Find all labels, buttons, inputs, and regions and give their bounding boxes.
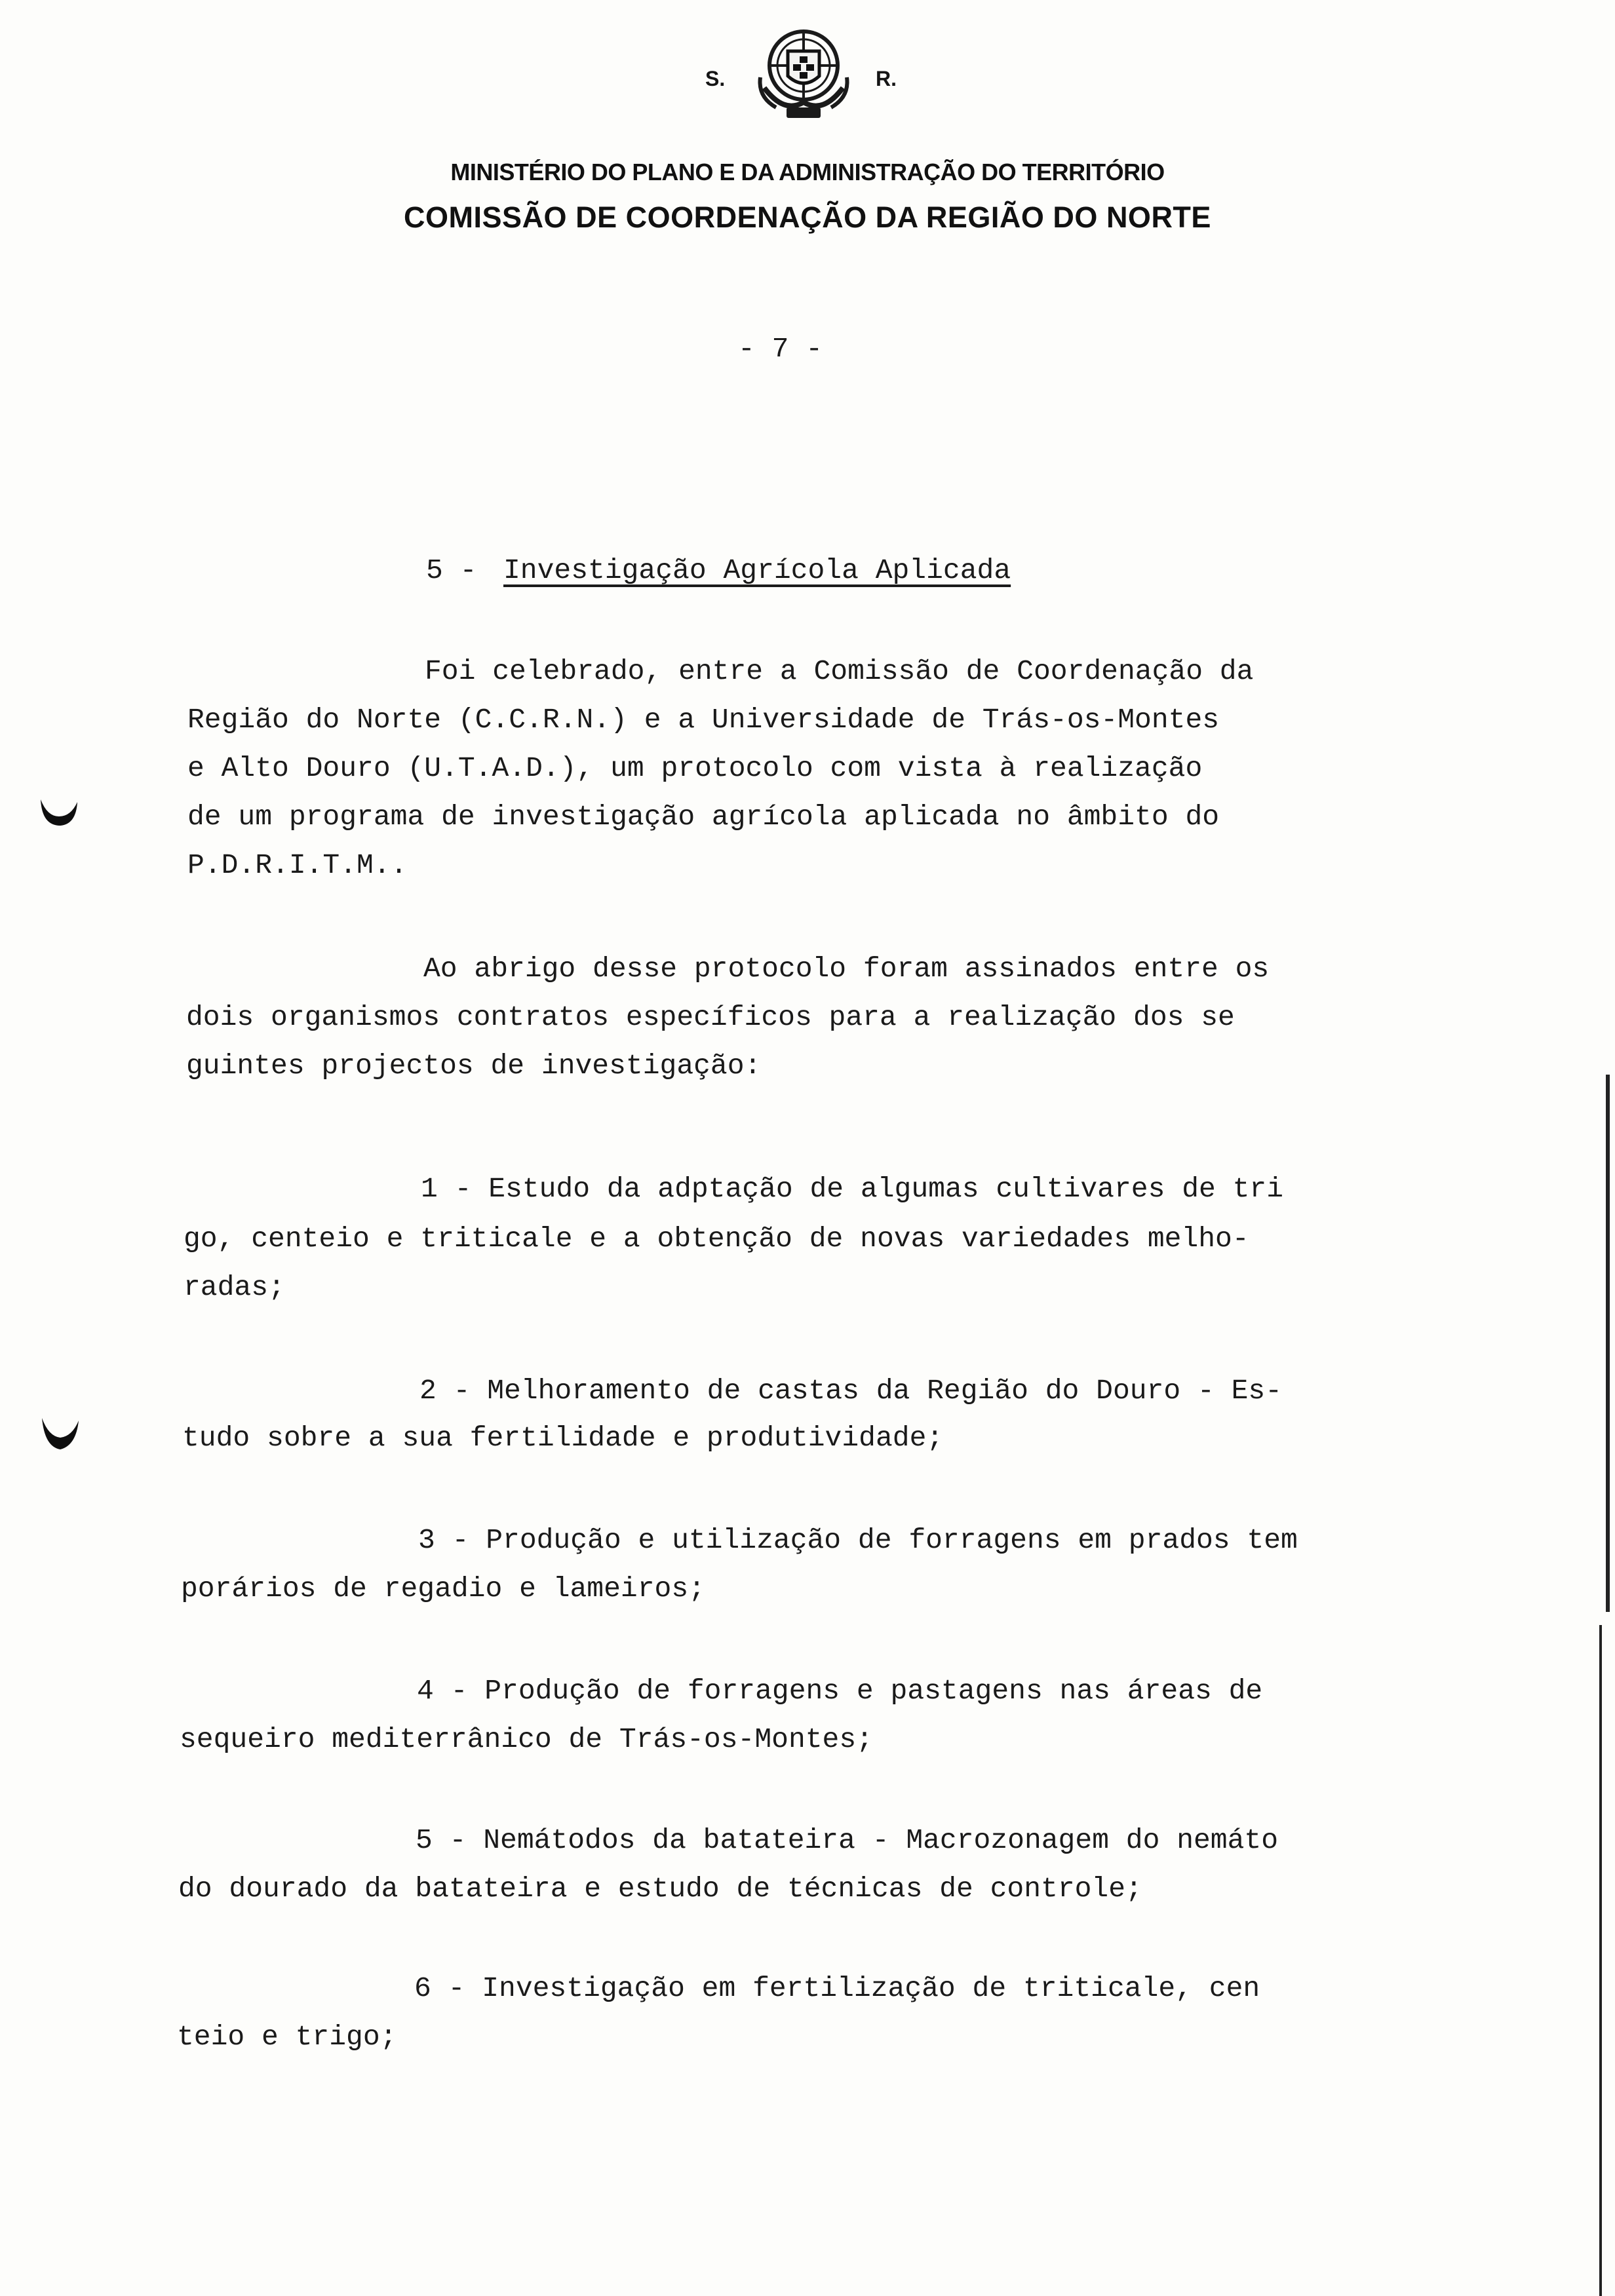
paragraph-1-line: e Alto Douro (U.T.A.D.), um protocolo com vista à realização [187, 752, 1203, 784]
section-number: 5 - [426, 554, 477, 586]
hole-punch-icon [39, 1413, 81, 1452]
letterhead-mark-s: S. [705, 67, 726, 90]
letterhead-marks [0, 25, 1615, 123]
scan-edge-shadow [1606, 1075, 1610, 1612]
paragraph-2-line: guintes projectos de investigação: [186, 1050, 762, 1082]
project-item-line: 3 - Produção e utilização de forragens em prados tem [418, 1524, 1298, 1556]
letterhead-mark-r: R. [876, 67, 897, 90]
project-item-line: 4 - Produção de forragens e pastagens nas áreas de [417, 1675, 1263, 1707]
paragraph-1-line: de um programa de investigação agrícola aplicada no âmbito do [187, 801, 1220, 833]
project-item-line: 2 - Melhoramento de castas da Região do Douro - Es- [419, 1375, 1283, 1407]
project-item-line: do dourado da batateira e estudo de técnicas de controle; [178, 1873, 1142, 1905]
project-item-line: tudo sobre a sua fertilidade e produtividade; [182, 1422, 944, 1454]
scan-edge-shadow [1599, 1625, 1602, 2296]
paragraph-1-line: P.D.R.I.T.M.. [187, 849, 408, 881]
project-item-line: radas; [184, 1271, 285, 1303]
commission-name: COMISSÃO DE COORDENAÇÃO DA REGIÃO DO NORTE [404, 201, 1211, 234]
section-title: Investigação Agrícola Aplicada [503, 554, 1011, 586]
paragraph-1-line: Região do Norte (C.C.R.N.) e a Universidade de Trás-os-Montes [187, 704, 1220, 736]
hole-punch-icon [38, 790, 80, 830]
project-item-line: porários de regadio e lameiros; [181, 1573, 705, 1605]
project-item-line: 5 - Nemátodos da batateira - Macrozonagem do nemáto [416, 1824, 1279, 1856]
ministry-name: MINISTÉRIO DO PLANO E DA ADMINISTRAÇÃO DO TERRITÓRIO [450, 159, 1165, 185]
project-item-line: 1 - Estudo da adptação de algumas cultivares de tri [421, 1173, 1284, 1205]
project-item-line: teio e trigo; [177, 2021, 397, 2053]
project-item-line: 6 - Investigação em fertilização de triticale, cen [414, 1972, 1260, 2004]
project-item-line: go, centeio e triticale e a obtenção de novas variedades melho- [184, 1223, 1249, 1255]
coat-of-arms-icon [745, 25, 863, 123]
page-number: - 7 - [738, 333, 823, 365]
paragraph-1-line: Foi celebrado, entre a Comissão de Coordenação da [425, 655, 1254, 687]
project-item-line: sequeiro mediterrânico de Trás-os-Montes; [180, 1723, 873, 1755]
paragraph-2-line: Ao abrigo desse protocolo foram assinados entre os [423, 953, 1270, 985]
paragraph-2-line: dois organismos contratos específicos para a realização dos se [186, 1001, 1235, 1033]
